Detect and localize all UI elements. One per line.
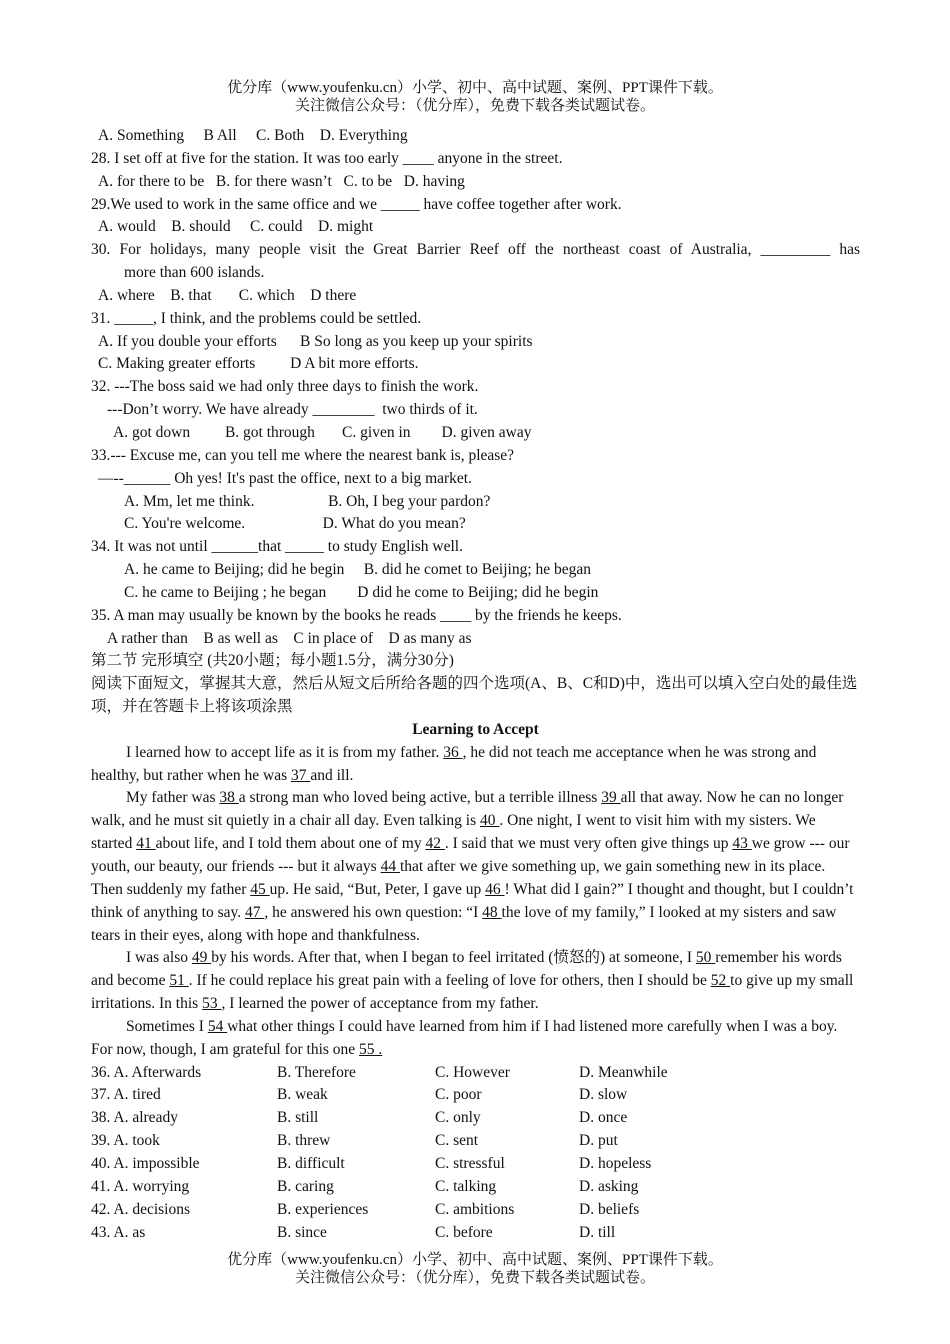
q34-options-2: C. he came to Beijing ; he began D did he come to Beijing; did he begin	[124, 583, 599, 601]
blank-37: 37	[291, 766, 311, 784]
q29-stem: 29.We used to work in the same office and we _____ have coffee together after work.	[91, 195, 622, 213]
q33-options-1: A. Mm, let me think. B. Oh, I beg your pardon?	[124, 492, 491, 510]
blank-39: 39	[601, 789, 621, 807]
blank-50: 50	[695, 949, 716, 967]
footer-line-2: 关注微信公众号：（优分库），免费下载各类试题试卷。	[294, 1270, 655, 1286]
blank-48: 48	[482, 903, 502, 921]
exam-content	[91, 125, 860, 1244]
q32-reply: ---Don’t worry. We have already ________ two thirds of it.	[107, 401, 478, 419]
q33-reply: —--______ Oh yes! It's past the office, next to a big market.	[98, 469, 472, 487]
blank-54: 54	[207, 1017, 228, 1035]
answer-row-38: 38. A. already B. still C. only D. once	[91, 1109, 628, 1127]
passage-paragraph-3: I was also 49 by his words. After that, when I began to feel irritated (愤怒的) at someone, I 50 remember his words and become 51 . If he could replace his great pain with a feeling of love for others, then I should be 52 to give up my small irritations. In this 53 , I learned the power of acceptance from my father.	[91, 949, 854, 1013]
passage-paragraph-1: I learned how to accept life as it is from my father. 36 , he did not teach me acceptance when he was strong and healthy, but rather when he was 37 and ill.	[91, 743, 817, 784]
q30-stem-continued: more than 600 islands.	[124, 264, 265, 282]
q30-options: A. where B. that C. which D there	[98, 286, 357, 304]
passage-paragraph-4: Sometimes I 54 what other things I could have learned from him if I had listened more carefully when I was a boy. For now, though, I am grateful for this one 55 .	[91, 1017, 838, 1058]
header-line-2: 关注微信公众号：（优分库），免费下载各类试题试卷。	[294, 98, 655, 114]
answer-row-39: 39. A. took B. threw C. sent D. put	[91, 1132, 618, 1150]
answer-row-40: 40. A. impossible B. difficult C. stressful D. hopeless	[91, 1154, 652, 1172]
q35-options: A rather than B as well as C in place of D as many as	[107, 629, 472, 647]
q29-options: A. would B. should C. could D. might	[98, 218, 374, 236]
answer-row-37: 37. A. tired B. weak C. poor D. slow	[91, 1086, 628, 1104]
blank-38: 38	[219, 789, 239, 807]
header-line-1: 优分库（www.youfenku.cn）小学、初中、高中试题、案例、PPT课件下载。	[227, 80, 723, 96]
q32-options: A. got down B. got through C. given in D. given away	[113, 423, 532, 441]
blank-40: 40	[480, 812, 500, 830]
q31-options-2: C. Making greater efforts D A bit more efforts.	[98, 355, 419, 373]
q27-options: A. Something B All C. Both D. Everything	[98, 127, 408, 144]
answer-row-36: 36. A. Afterwards B. Therefore C. However D. Meanwhile	[91, 1063, 668, 1081]
answer-options-table	[91, 1062, 860, 1245]
q34-options-1: A. he came to Beijing; did he begin B. did he comet to Beijing; he began	[124, 561, 592, 579]
answer-row-43: 43. A. as B. since C. before D. till	[91, 1223, 616, 1241]
blank-46: 46	[485, 880, 505, 898]
section-heading: 第二节 完形填空 (共20小题；每小题1.5分，满分30分)	[91, 652, 454, 670]
blank-52: 52	[710, 972, 731, 990]
blank-49: 49	[191, 949, 212, 967]
page-header	[0, 79, 950, 115]
blank-41: 41	[136, 835, 156, 853]
passage-title: Learning to Accept	[412, 720, 539, 738]
q31-options-1: A. If you double your efforts B So long as you keep up your spirits	[98, 332, 533, 350]
q30-stem: 30. For holidays, many people visit the Great Barrier Reef off the northeast coast of Australia, _________ has	[91, 241, 860, 259]
blank-53: 53	[202, 995, 222, 1013]
q33-stem: 33.--- Excuse me, can you tell me where the nearest bank is, please?	[91, 446, 515, 464]
blank-43: 43	[732, 835, 752, 853]
q28-options: A. for there to be B. for there wasn’t C. to be D. having	[98, 172, 465, 190]
q34-stem: 34. It was not until ______that _____ to study English well.	[91, 538, 463, 556]
q32-stem: 32. ---The boss said we had only three days to finish the work.	[91, 378, 479, 396]
blank-45: 45	[250, 880, 270, 898]
blank-36: 36	[443, 743, 463, 761]
section-instructions: 阅读下面短文，掌握其大意，然后从短文后所给各题的四个选项(A、B、C和D)中，选出可以填入空白处的最佳选项，并在答题卡上将该项涂黑	[91, 675, 858, 716]
footer-line-1: 优分库（www.youfenku.cn）小学、初中、高中试题、案例、PPT课件下载。	[227, 1252, 723, 1268]
q28-stem: 28. I set off at five for the station. It was too early ____ anyone in the street.	[91, 149, 563, 167]
blank-42: 42	[425, 835, 445, 853]
answer-row-42: 42. A. decisions B. experiences C. ambitions D. beliefs	[91, 1200, 640, 1218]
blank-55: 55 .	[359, 1040, 383, 1058]
blank-44: 44	[380, 858, 400, 875]
q35-stem: 35. A man may usually be known by the books he reads ____ by the friends he keeps.	[91, 606, 622, 624]
answer-row-41: 41. A. worrying B. caring C. talking D. asking	[91, 1177, 639, 1195]
q33-options-2: C. You're welcome. D. What do you mean?	[124, 515, 466, 533]
passage-paragraph-2: My father was 38 a strong man who loved being active, but a terrible illness 39 all that away. Now he can no longer walk, and he must sit quietly in a chair all day. Even talking is 40 . One night, I went to visit him with my sisters. We started 41 about life, and I told them about one of my 42 . I said that we must very often give things up 43 we grow --- our youth, our beauty, our friends --- but it always 44 that after we give something up, we gain something new in its place. Then suddenly my father 45 up. He said, “But, Peter, I gave up 46 ! What did I gain?” I thought and thought, but I couldn’t think of anything to say. 47 , he answered his own question: “I 48 the love of my family,” I looked at my sisters and saw tears in their eyes, along with hope and thankfulness.	[91, 789, 854, 944]
page-footer	[0, 1251, 950, 1287]
q31-stem: 31. _____, I think, and the problems could be settled.	[91, 309, 422, 327]
blank-51: 51	[169, 972, 189, 990]
blank-47: 47	[244, 903, 265, 921]
